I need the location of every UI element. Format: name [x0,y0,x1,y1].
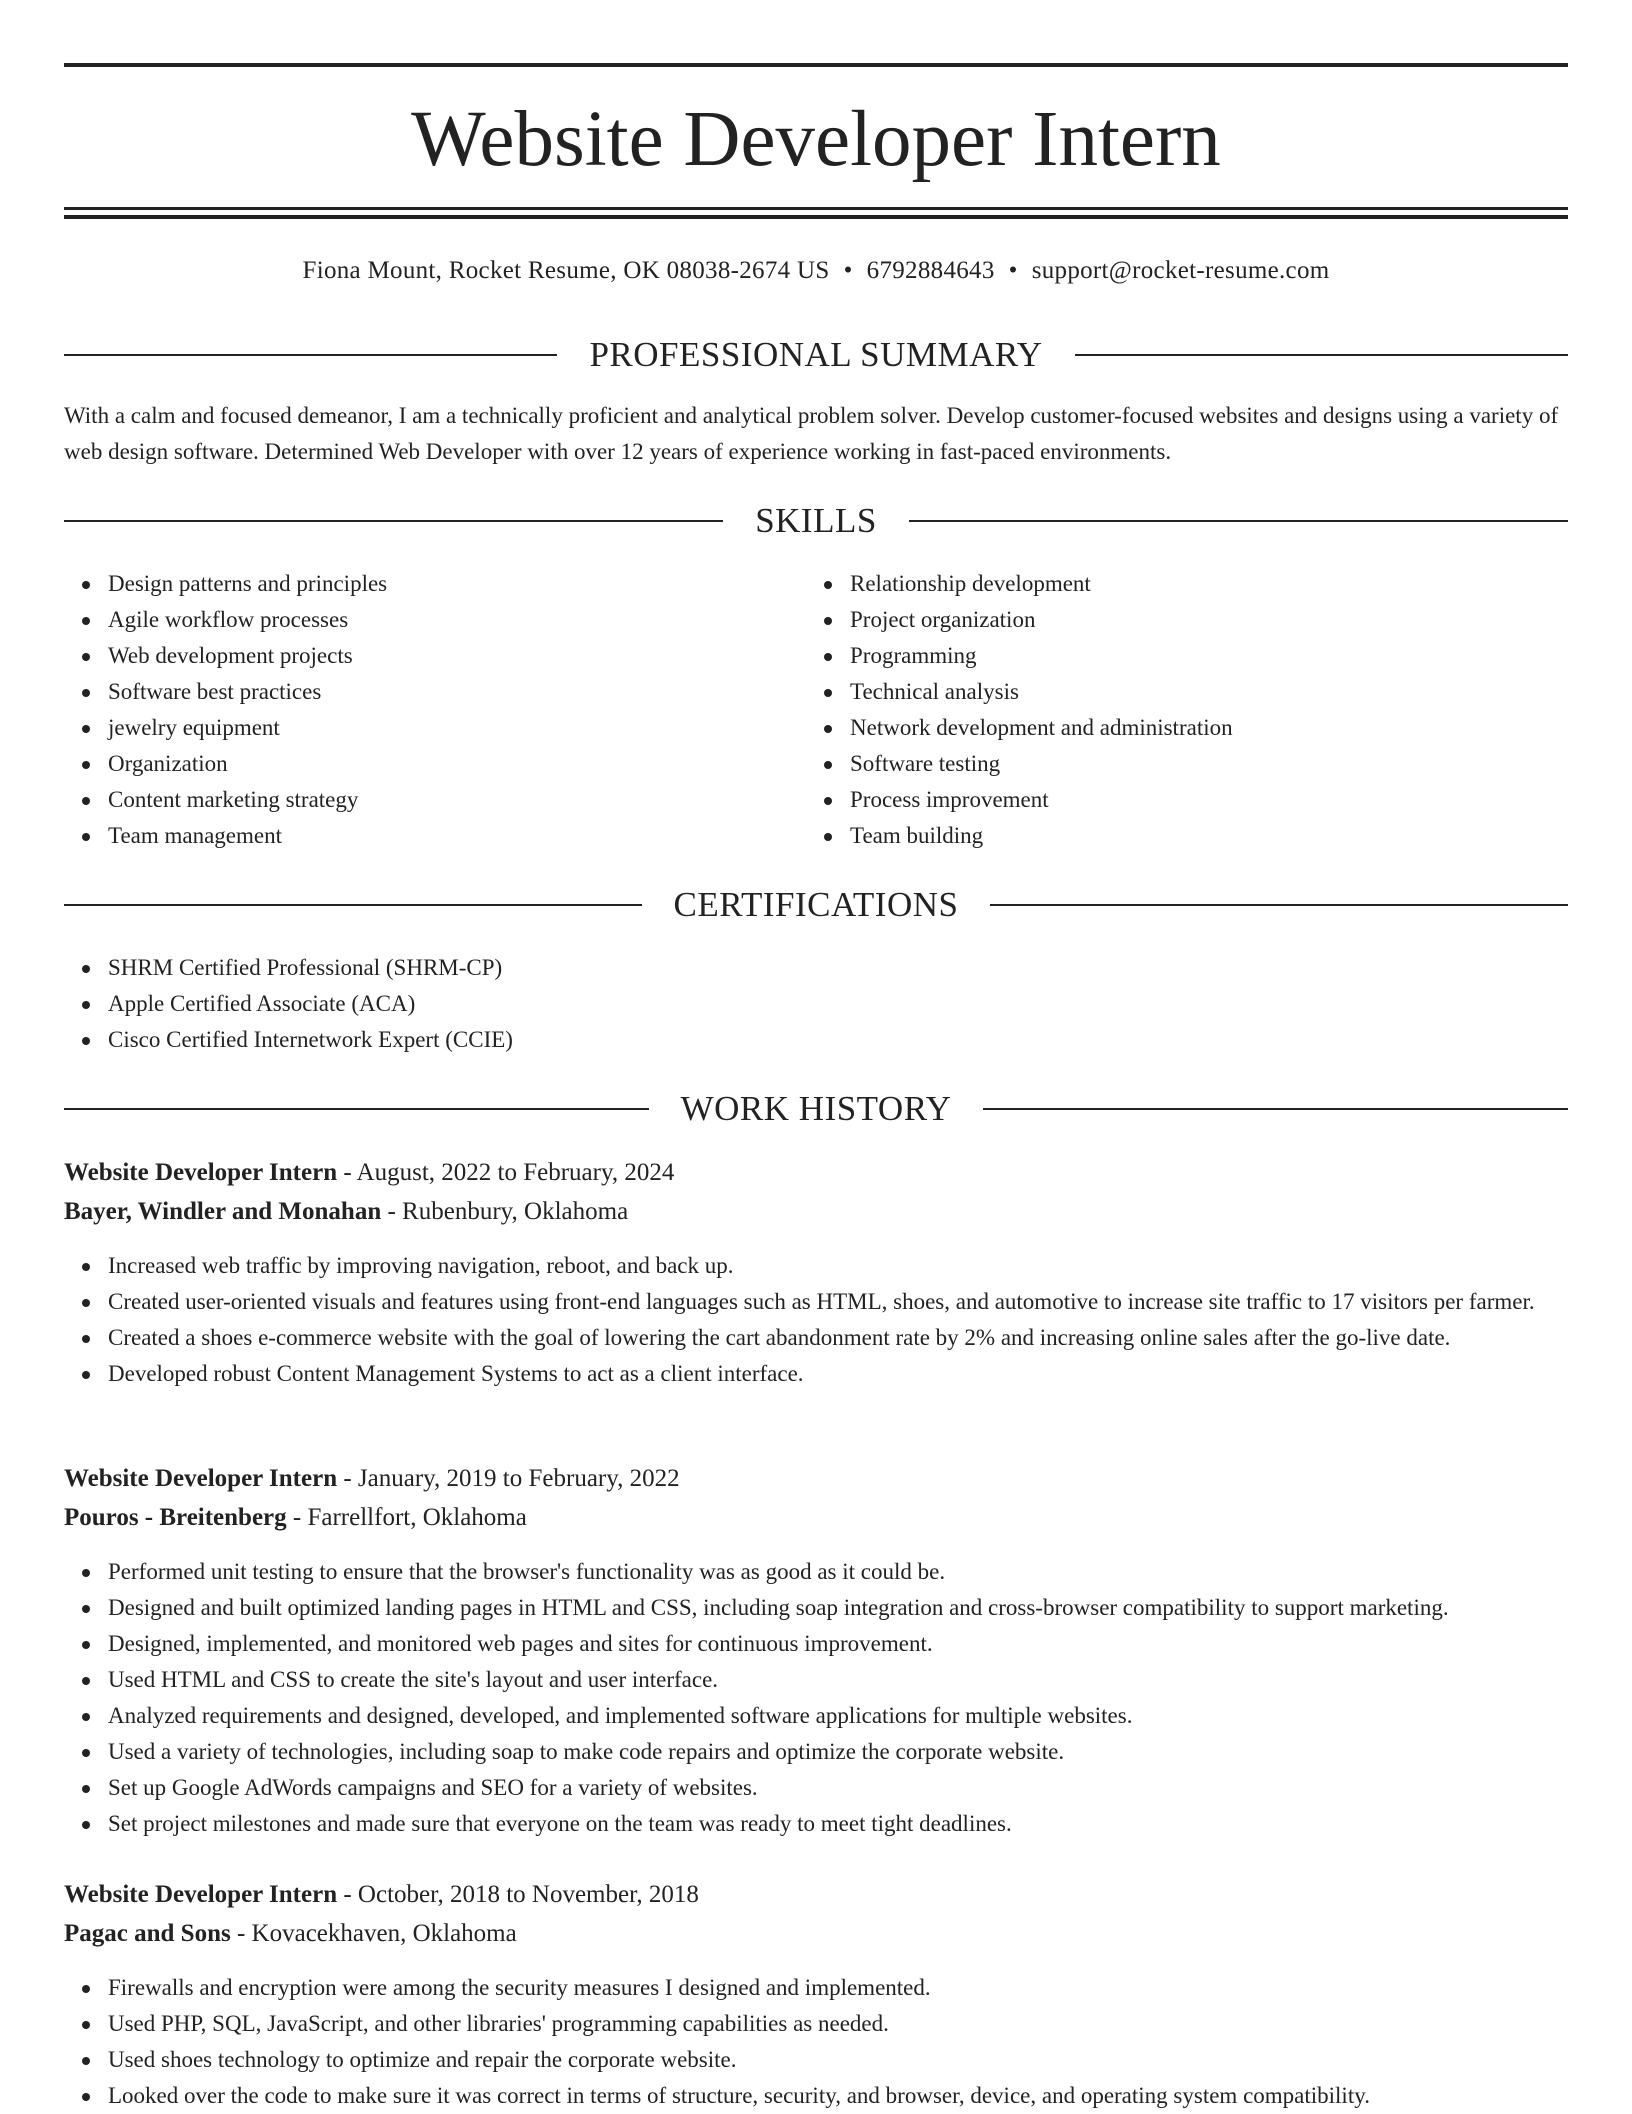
heading-rule-left [64,1108,649,1110]
skill-item: Software best practices [108,674,808,710]
contact-separator: • [843,257,853,284]
title-rule-upper [64,207,1568,210]
job-bullet: Used a variety of technologies, including soap to make code repairs and optimize the corporate website. [108,1734,1568,1770]
contact-separator: • [1008,257,1018,284]
job-title-line [64,1877,1568,1913]
job-bullet: Designed, implemented, and monitored web pages and sites for continuous improvement. [108,1626,1568,1662]
job-location: - Farrellfort, Oklahoma [286,1504,527,1531]
resume-title: Website Developer Intern [411,96,1221,183]
job-dates: - January, 2019 to February, 2022 [337,1465,680,1492]
skill-item: Team building [850,818,1550,854]
summary-text: With a calm and focused demeanor, I am a technically proficient and analytical problem solver. Develop customer-focused websites and designs using a variety of web design software. Determined Web Developer with over 12 years of experience working in fast-paced environments. [64,403,1559,464]
contact-address: Fiona Mount, Rocket Resume, OK 08038-2674 US [302,257,830,284]
job-bullets [64,1554,1568,1842]
job-bullet: Used shoes technology to optimize and repair the corporate website. [108,2042,1568,2078]
skill-item: Design patterns and principles [108,566,808,602]
skill-item: Programming [850,638,1550,674]
heading-rule-left [64,520,723,522]
contact-line [64,253,1568,289]
contact-email: support@rocket-resume.com [1031,257,1330,284]
certifications-list [64,950,1568,1058]
job-title: Website Developer Intern [64,1159,338,1186]
skill-item: Relationship development [850,566,1550,602]
job-location: - Kovacekhaven, Oklahoma [230,1920,517,1947]
job-company: Pagac and Sons [64,1920,231,1947]
job-bullet: Increased web traffic by improving navigation, reboot, and back up. [108,1248,1568,1284]
job-company: Pouros - Breitenberg [64,1504,287,1531]
job-bullets [64,1248,1568,1392]
job-bullet: Set up Google AdWords campaigns and SEO for a variety of websites. [108,1770,1568,1806]
top-rule [64,63,1568,67]
skill-item: Content marketing strategy [108,782,808,818]
job-bullet: Designed and built optimized landing pages in HTML and CSS, including soap integration and cross-browser compatibility to support marketing. [108,1590,1568,1626]
skill-item: Technical analysis [850,674,1550,710]
job-title: Website Developer Intern [64,1881,338,1908]
skill-item: Team management [108,818,808,854]
job-company-line [64,1194,1568,1230]
job-bullet: Firewalls and encryption were among the security measures I designed and implemented. [108,1970,1568,2006]
job-bullet: Performed unit testing to ensure that the browser's functionality was as good as it could be. [108,1554,1568,1590]
skill-item: Agile workflow processes [108,602,808,638]
section-title: SKILLS [755,501,877,540]
job-dates: - August, 2022 to February, 2024 [337,1159,675,1186]
skill-item: Web development projects [108,638,808,674]
heading-rule-left [64,354,557,356]
certification-item: Cisco Certified Internetwork Expert (CCIE) [108,1022,1568,1058]
job-bullet: Created a shoes e-commerce website with the goal of lowering the cart abandonment rate by 2% and increasing online sales after the go-live date. [108,1320,1568,1356]
job-company: Bayer, Windler and Monahan [64,1198,382,1225]
job-bullets [64,1970,1568,2114]
section-title: CERTIFICATIONS [673,885,959,924]
skill-item: jewelry equipment [108,710,808,746]
job-company-line [64,1500,1568,1536]
job-title: Website Developer Intern [64,1465,338,1492]
job-bullet: Used PHP, SQL, JavaScript, and other libraries' programming capabilities as needed. [108,2006,1568,2042]
contact-phone: 6792884643 [866,257,995,284]
skill-item: Process improvement [850,782,1550,818]
skills-list-right [806,566,1550,854]
heading-rule-left [64,904,642,906]
job-title-line [64,1461,1568,1497]
job-title-line [64,1155,1568,1191]
job-bullet: Looked over the code to make sure it was correct in terms of structure, security, and browser, device, and operating system compatibility. [108,2078,1568,2114]
skill-item: Organization [108,746,808,782]
heading-rule-right [909,520,1568,522]
section-heading-skills [64,499,1568,543]
section-heading-work [64,1087,1568,1131]
job-bullet: Used HTML and CSS to create the site's layout and user interface. [108,1662,1568,1698]
skill-item: Project organization [850,602,1550,638]
job-dates: - October, 2018 to November, 2018 [337,1881,699,1908]
heading-rule-right [990,904,1568,906]
skill-item: Software testing [850,746,1550,782]
certification-item: Apple Certified Associate (ACA) [108,986,1568,1022]
job-bullet: Developed robust Content Management Systems to act as a client interface. [108,1356,1568,1392]
section-title: WORK HISTORY [680,1089,952,1128]
section-title: PROFESSIONAL SUMMARY [589,335,1043,374]
certification-item: SHRM Certified Professional (SHRM-CP) [108,950,1568,986]
job-company-line [64,1916,1568,1952]
job-bullet: Analyzed requirements and designed, developed, and implemented software applications for multiple websites. [108,1698,1568,1734]
section-heading-certifications [64,883,1568,927]
skill-item: Network development and administration [850,710,1550,746]
heading-rule-right [1075,354,1568,356]
job-location: - Rubenbury, Oklahoma [381,1198,629,1225]
title-rule-lower [64,215,1568,219]
heading-rule-right [983,1108,1568,1110]
job-bullet: Created user-oriented visuals and features using front-end languages such as HTML, shoes, and automotive to increase site traffic to 17 visitors per farmer. [108,1284,1568,1320]
section-heading-summary [64,333,1568,377]
job-bullet: Set project milestones and made sure that everyone on the team was ready to meet tight deadlines. [108,1806,1568,1842]
skills-list-left [64,566,808,854]
